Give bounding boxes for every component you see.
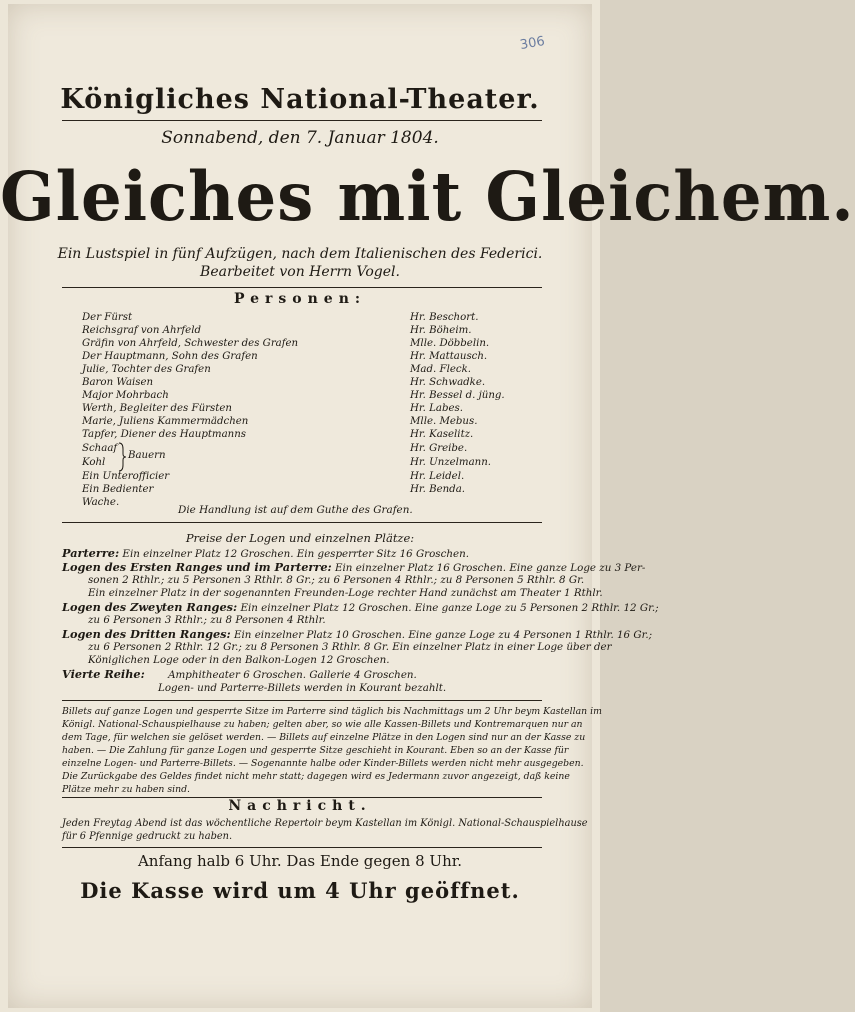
cast-actor: Hr. Labes.: [410, 403, 463, 414]
cast-actor: Hr. Schwadke.: [410, 377, 486, 388]
archive-number: 306: [518, 33, 546, 54]
cast-actor: Hr. Benda.: [410, 484, 466, 495]
box-office-opening: Die Kasse wird um 4 Uhr geöffnet.: [80, 878, 520, 903]
price-continuation: Ein einzelner Platz in der sogenannten Freunden-Loge rechter Hand zunächst am Theater 1 Rthlr.: [88, 587, 603, 599]
currency-note: Logen- und Parterre-Billets werden in Kourant bezahlt.: [158, 682, 447, 694]
play-subtitle: Ein Lustspiel in fünf Aufzügen, nach dem Italienischen des Federici.: [57, 246, 543, 262]
prices-heading: Preise der Logen und einzelnen Plätze:: [185, 531, 415, 545]
notice-line: Königl. National-Schauspielhause zu haben; gelten aber, so wie alle Kassen-Billets und Kontremarquen nur an: [62, 719, 583, 730]
price-text: Amphitheater 6 Groschen. Gallerie 4 Groschen.: [168, 669, 417, 681]
notice-line: Jeden Freytag Abend ist das wöchentliche Repertoir beym Kastellan im Königl. National-Schauspielhause: [62, 818, 588, 829]
group-brace: [117, 442, 127, 472]
price-third-rank: [62, 627, 652, 641]
price-continuation: zu 6 Personen 3 Rthlr.; zu 8 Personen 4 Rthlr.: [88, 614, 326, 626]
cast-role: Der Hauptmann, Sohn des Grafen: [82, 351, 258, 362]
cast-actor: Hr. Bessel d. jüng.: [410, 390, 505, 401]
rule: [62, 287, 542, 288]
notice-heading: Nachricht.: [228, 798, 372, 814]
price-text: Ein einzelner Platz 12 Groschen. Eine ganze Loge zu 5 Personen 2 Rthlr. 12 Gr.;: [240, 602, 659, 614]
notice-line: dem Tage, für welchen sie gelöset werden. — Billets auf einzelne Plätze in den Logen sind nur an der Kasse zu: [62, 732, 586, 743]
cast-actor: Mlle. Mebus.: [410, 416, 478, 427]
cast-role: Ein Unterofficier: [82, 471, 170, 482]
notice-line: Plätze mehr zu haben sind.: [62, 784, 190, 795]
notice-line: für 6 Pfennige gedruckt zu haben.: [62, 831, 233, 842]
group-label: Bauern: [128, 450, 166, 461]
play-title: Gleiches mit Gleichem.: [0, 158, 855, 237]
cast-actor: Hr. Leidel.: [410, 471, 465, 482]
cast-role: Der Fürst: [82, 312, 133, 323]
adaptation-credit: Bearbeitet von Herrn Vogel.: [200, 264, 400, 280]
price-label: Logen des Zweyten Ranges:: [62, 600, 238, 614]
rule: [62, 700, 542, 701]
cast-role: Major Mohrbach: [82, 390, 169, 401]
cast-actor: Hr. Unzelmann.: [410, 457, 492, 468]
cast-role: Kohl: [82, 457, 106, 468]
cast-actor: Mlle. Döbbelin.: [410, 338, 490, 349]
cast-actor: Hr. Beschort.: [410, 312, 479, 323]
price-label: Vierte Reihe:: [62, 667, 145, 681]
cast-actor: Mad. Fleck.: [410, 364, 471, 375]
cast-actor: Hr. Böheim.: [410, 325, 472, 336]
cast-role: Marie, Juliens Kammermädchen: [82, 416, 249, 427]
cast-role: Tapfer, Diener des Hauptmanns: [82, 429, 247, 440]
price-fourth-row: [62, 667, 417, 681]
notice-line: Die Zurückgabe des Geldes findet nicht mehr statt; dagegen wird es Jedermann zuvor angezeigt, daß keine: [62, 771, 570, 782]
performance-date: Sonnabend, den 7. Januar 1804.: [161, 128, 439, 148]
price-label: Logen des Ersten Ranges und im Parterre:: [62, 560, 332, 574]
price-label: Parterre:: [62, 546, 120, 560]
notice-line: Billets auf ganze Logen und gesperrte Sitze im Parterre sind täglich bis Nachmittags um 2 Uhr beym Kastellan im: [62, 706, 602, 717]
cast-role: Reichsgraf von Ahrfeld: [82, 325, 201, 336]
cast-role: Ein Bedienter: [82, 484, 154, 495]
price-parterre: [62, 546, 469, 560]
cast-role: Gräfin von Ahrfeld, Schwester des Grafen: [82, 338, 299, 349]
notice-line: haben. — Die Zahlung für ganze Logen und gesperrte Sitze geschieht in Kourant. Eben so an der Kasse für: [62, 745, 569, 756]
price-text: Ein einzelner Platz 12 Groschen. Ein gesperrter Sitz 16 Groschen.: [122, 548, 469, 560]
cast-role: Julie, Tochter des Grafen: [82, 364, 211, 375]
price-text: Ein einzelner Platz 16 Groschen. Eine ganze Loge zu 3 Per-: [334, 562, 646, 574]
price-continuation: zu 6 Personen 2 Rthlr. 12 Gr.; zu 8 Personen 3 Rthlr. 8 Gr. Ein einzelner Platz in einer Loge über der: [88, 641, 612, 653]
setting-note: Die Handlung ist auf dem Guthe des Grafen.: [178, 504, 413, 516]
start-time: Anfang halb 6 Uhr. Das Ende gegen 8 Uhr.: [137, 852, 463, 870]
cast-actor: Hr. Mattausch.: [410, 351, 488, 362]
rule: [62, 120, 542, 121]
price-text: Ein einzelner Platz 10 Groschen. Eine ganze Loge zu 4 Personen 1 Rthlr. 16 Gr.;: [233, 629, 653, 641]
notice-line: einzelne Logen- und Parterre-Billets. — Sogenannte halbe oder Kinder-Billets werden nicht mehr ausgegeben.: [62, 758, 584, 769]
theater-name: Königliches National-Theater.: [60, 84, 540, 115]
price-first-rank: [62, 560, 645, 574]
rule: [62, 522, 542, 523]
cast-heading: Personen:: [233, 291, 367, 307]
cast-role: Schaaf: [82, 443, 118, 454]
cast-role: Baron Waisen: [82, 377, 154, 388]
price-continuation: Königlichen Loge oder in den Balkon-Logen 12 Groschen.: [88, 654, 390, 666]
price-second-rank: [62, 600, 659, 614]
cast-role: Wache.: [82, 497, 120, 508]
cast-actor: Hr. Greibe.: [410, 443, 468, 454]
price-label: Logen des Dritten Ranges:: [62, 627, 231, 641]
price-continuation: sonen 2 Rthlr.; zu 5 Personen 3 Rthlr. 8 Gr.; zu 6 Personen 4 Rthlr.; zu 8 Personen 5 Rthlr. 8 Gr.: [88, 574, 585, 586]
rule: [62, 847, 542, 848]
cast-actor: Hr. Kaselitz.: [410, 429, 474, 440]
cast-role: Werth, Begleiter des Fürsten: [82, 403, 232, 414]
